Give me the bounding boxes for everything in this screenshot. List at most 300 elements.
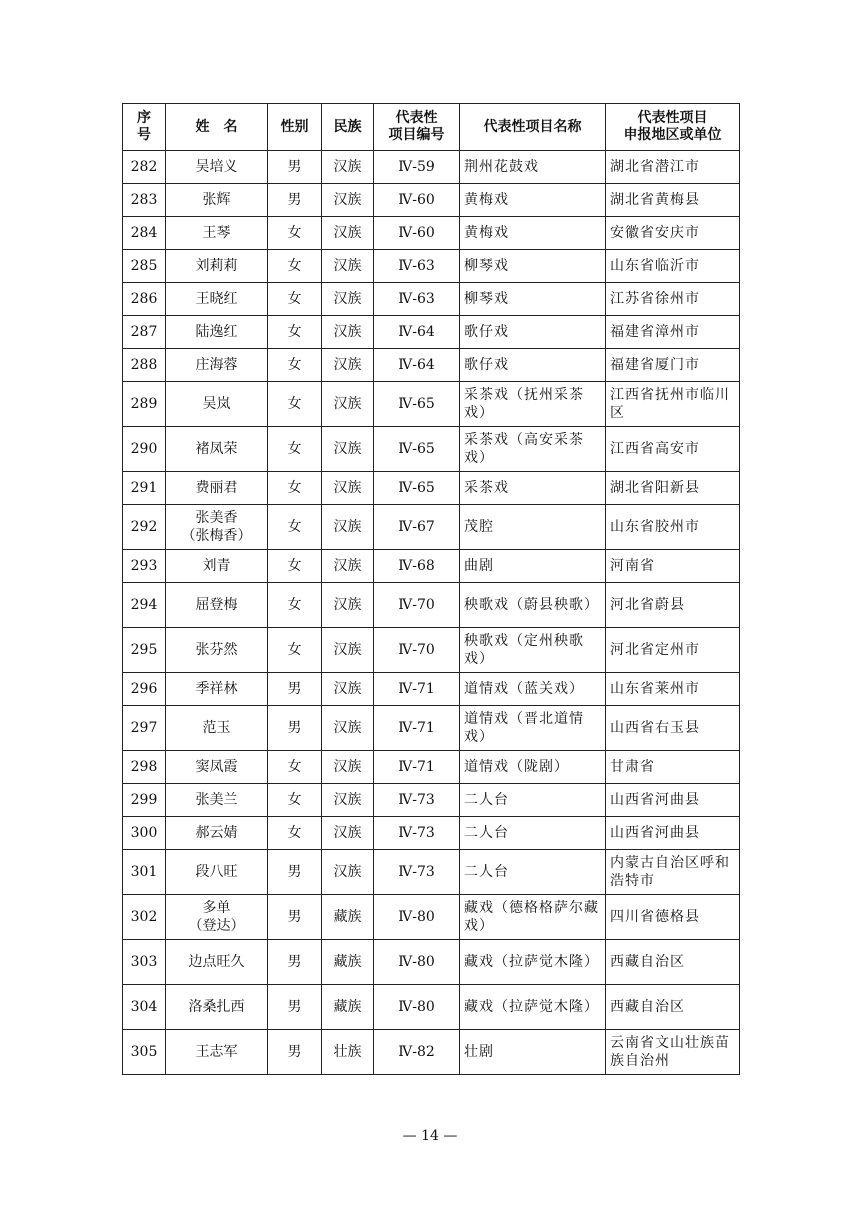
table-row <box>123 751 740 784</box>
cell-project-name-text: 采茶戏 <box>464 480 509 496</box>
cell-gender <box>268 217 322 250</box>
cell-ethnicity <box>322 817 374 850</box>
cell-index <box>123 706 166 751</box>
cell-gender-text: 男 <box>287 909 302 925</box>
cell-project-name <box>460 382 606 427</box>
cell-project-name <box>460 184 606 217</box>
header-project-code: 代表性 项目编号 <box>374 104 460 151</box>
cell-project-name-text: 二人台 <box>464 792 509 808</box>
cell-index-text: 305 <box>130 1044 158 1060</box>
cell-region-text: 湖北省阳新县 <box>610 480 700 496</box>
cell-name <box>166 349 268 382</box>
cell-project-code <box>374 349 460 382</box>
cell-project-code-text: Ⅳ-73 <box>398 792 435 808</box>
cell-project-code <box>374 472 460 505</box>
cell-gender <box>268 751 322 784</box>
cell-region <box>606 784 740 817</box>
table-row <box>123 217 740 250</box>
cell-ethnicity-text: 汉族 <box>333 792 362 808</box>
header-region: 代表性项目 申报地区或单位 <box>606 104 740 151</box>
cell-project-code <box>374 283 460 316</box>
cell-region <box>606 583 740 628</box>
cell-project-name-text: 道情戏（蓝关戏） <box>464 681 584 697</box>
cell-region-text: 河北省蔚县 <box>610 597 685 613</box>
cell-project-code-text: Ⅳ-67 <box>398 519 435 535</box>
cell-region-text: 山西省河曲县 <box>610 825 700 841</box>
cell-name-text: 郝云婧 <box>195 825 238 841</box>
table-row <box>123 472 740 505</box>
cell-region <box>606 472 740 505</box>
cell-ethnicity-text: 汉族 <box>333 558 362 574</box>
cell-project-code-text: Ⅳ-80 <box>398 999 435 1015</box>
cell-ethnicity <box>322 673 374 706</box>
cell-region <box>606 1030 740 1075</box>
cell-ethnicity-text: 藏族 <box>333 999 362 1015</box>
cell-project-code-text: Ⅳ-68 <box>398 558 435 574</box>
cell-name-text: 王晓红 <box>195 291 238 307</box>
cell-ethnicity <box>322 283 374 316</box>
cell-region <box>606 505 740 550</box>
cell-project-code <box>374 751 460 784</box>
cell-project-name <box>460 817 606 850</box>
cell-project-name-text: 柳琴戏 <box>464 258 509 274</box>
cell-gender-text: 男 <box>287 1044 302 1060</box>
table-row <box>123 184 740 217</box>
cell-region-text: 山东省胶州市 <box>610 519 700 535</box>
header-row <box>123 104 740 151</box>
cell-index <box>123 940 166 985</box>
cell-gender-text: 男 <box>287 192 302 208</box>
table-row <box>123 151 740 184</box>
table-row <box>123 985 740 1030</box>
cell-region <box>606 283 740 316</box>
cell-name <box>166 850 268 895</box>
cell-index-text: 299 <box>130 792 158 808</box>
cell-ethnicity-text: 汉族 <box>333 441 362 457</box>
table-row <box>123 250 740 283</box>
cell-ethnicity <box>322 550 374 583</box>
table-row <box>123 427 740 472</box>
cell-index <box>123 250 166 283</box>
cell-project-name-text: 壮剧 <box>464 1044 494 1060</box>
cell-ethnicity-text: 汉族 <box>333 291 362 307</box>
cell-name <box>166 1030 268 1075</box>
cell-project-name-text: 曲剧 <box>464 558 494 574</box>
cell-name-text: 洛桑扎西 <box>188 999 245 1015</box>
table-row <box>123 706 740 751</box>
cell-project-code <box>374 1030 460 1075</box>
heritage-inheritor-table <box>122 103 740 1075</box>
header-name: 姓 名 <box>166 104 268 151</box>
cell-region <box>606 628 740 673</box>
cell-region <box>606 427 740 472</box>
cell-gender-text: 女 <box>287 357 302 373</box>
cell-name <box>166 505 268 550</box>
cell-name <box>166 895 268 940</box>
cell-region-text: 福建省漳州市 <box>610 324 700 340</box>
cell-project-code <box>374 628 460 673</box>
cell-region-text: 山西省右玉县 <box>610 720 700 736</box>
cell-project-code <box>374 505 460 550</box>
cell-ethnicity <box>322 583 374 628</box>
table-row <box>123 316 740 349</box>
cell-gender <box>268 382 322 427</box>
cell-name-text: 陆逸红 <box>195 324 238 340</box>
cell-index <box>123 472 166 505</box>
cell-ethnicity-text: 汉族 <box>333 258 362 274</box>
table-row <box>123 850 740 895</box>
cell-region <box>606 250 740 283</box>
cell-gender <box>268 985 322 1030</box>
cell-project-code <box>374 895 460 940</box>
cell-name <box>166 628 268 673</box>
cell-ethnicity <box>322 940 374 985</box>
cell-project-code <box>374 583 460 628</box>
cell-index-text: 289 <box>130 396 158 412</box>
cell-ethnicity <box>322 850 374 895</box>
cell-project-code-text: Ⅳ-82 <box>398 1044 435 1060</box>
table-row <box>123 673 740 706</box>
cell-region-text: 江西省抚州市临川区 <box>610 387 730 421</box>
cell-name-text: 季祥林 <box>195 681 238 697</box>
cell-index <box>123 850 166 895</box>
cell-region <box>606 751 740 784</box>
cell-name <box>166 550 268 583</box>
cell-ethnicity <box>322 895 374 940</box>
cell-region <box>606 184 740 217</box>
cell-project-name-text: 道情戏（陇剧） <box>464 759 569 775</box>
cell-region <box>606 985 740 1030</box>
cell-ethnicity <box>322 628 374 673</box>
cell-name-text: 张辉 <box>202 192 231 208</box>
cell-gender <box>268 505 322 550</box>
cell-name <box>166 985 268 1030</box>
cell-project-name <box>460 349 606 382</box>
cell-index-text: 296 <box>130 681 158 697</box>
cell-region-text: 西藏自治区 <box>610 954 685 970</box>
cell-gender <box>268 184 322 217</box>
cell-name-text: 范玉 <box>202 720 231 736</box>
cell-name <box>166 250 268 283</box>
cell-index <box>123 184 166 217</box>
cell-gender-text: 女 <box>287 324 302 340</box>
cell-project-code-text: Ⅳ-71 <box>398 681 435 697</box>
cell-project-name-text: 道情戏（晋北道情戏） <box>464 711 584 745</box>
cell-project-code-text: Ⅳ-64 <box>398 357 435 373</box>
cell-project-name-text: 荆州花鼓戏 <box>464 159 539 175</box>
cell-ethnicity-text: 汉族 <box>333 720 362 736</box>
cell-gender <box>268 940 322 985</box>
header-ethnicity: 民族 <box>322 104 374 151</box>
cell-index-text: 288 <box>130 357 158 373</box>
cell-region-text: 河北省定州市 <box>610 642 700 658</box>
cell-name <box>166 217 268 250</box>
cell-name-text: 张美香 （张梅香） <box>181 510 252 544</box>
cell-index-text: 298 <box>130 759 158 775</box>
cell-name <box>166 151 268 184</box>
table-header <box>123 104 740 151</box>
cell-ethnicity <box>322 349 374 382</box>
cell-ethnicity <box>322 382 374 427</box>
cell-ethnicity <box>322 784 374 817</box>
cell-index-text: 293 <box>130 558 158 574</box>
cell-ethnicity-text: 汉族 <box>333 480 362 496</box>
cell-region-text: 湖北省黄梅县 <box>610 192 700 208</box>
cell-project-name-text: 采茶戏（高安采茶戏） <box>464 432 584 466</box>
cell-index <box>123 628 166 673</box>
cell-name <box>166 673 268 706</box>
cell-name-text: 王志军 <box>195 1044 238 1060</box>
cell-region-text: 内蒙古自治区呼和浩特市 <box>610 855 730 889</box>
cell-index-text: 302 <box>130 909 158 925</box>
cell-name-text: 张芬然 <box>195 642 238 658</box>
cell-region <box>606 316 740 349</box>
cell-index-text: 285 <box>130 258 158 274</box>
cell-gender <box>268 250 322 283</box>
cell-index <box>123 583 166 628</box>
cell-index <box>123 1030 166 1075</box>
cell-index <box>123 505 166 550</box>
cell-name <box>166 427 268 472</box>
cell-region-text: 四川省德格县 <box>610 909 700 925</box>
cell-gender <box>268 1030 322 1075</box>
cell-ethnicity-text: 汉族 <box>333 597 362 613</box>
cell-project-name <box>460 505 606 550</box>
cell-gender <box>268 628 322 673</box>
cell-region-text: 湖北省潜江市 <box>610 159 700 175</box>
cell-project-name <box>460 250 606 283</box>
cell-name-text: 张美兰 <box>195 792 238 808</box>
cell-index-text: 303 <box>130 954 158 970</box>
cell-index <box>123 349 166 382</box>
cell-ethnicity-text: 汉族 <box>333 225 362 241</box>
cell-project-code <box>374 673 460 706</box>
cell-region <box>606 706 740 751</box>
cell-gender <box>268 427 322 472</box>
cell-index <box>123 784 166 817</box>
cell-ethnicity <box>322 1030 374 1075</box>
table-row <box>123 895 740 940</box>
cell-project-code <box>374 316 460 349</box>
cell-project-code-text: Ⅳ-65 <box>398 396 435 412</box>
cell-project-name-text: 藏戏（德格格萨尔藏戏） <box>464 900 599 934</box>
cell-region <box>606 349 740 382</box>
cell-region <box>606 151 740 184</box>
cell-gender-text: 男 <box>287 954 302 970</box>
cell-index <box>123 382 166 427</box>
cell-gender-text: 女 <box>287 642 302 658</box>
cell-project-name <box>460 673 606 706</box>
cell-project-code <box>374 817 460 850</box>
cell-index-text: 304 <box>130 999 158 1015</box>
cell-project-name <box>460 316 606 349</box>
cell-gender-text: 女 <box>287 558 302 574</box>
cell-gender <box>268 151 322 184</box>
cell-gender-text: 女 <box>287 759 302 775</box>
cell-gender-text: 女 <box>287 258 302 274</box>
cell-project-code-text: Ⅳ-64 <box>398 324 435 340</box>
cell-index <box>123 427 166 472</box>
cell-region <box>606 550 740 583</box>
cell-gender <box>268 673 322 706</box>
cell-index-text: 283 <box>130 192 158 208</box>
cell-ethnicity <box>322 706 374 751</box>
cell-index <box>123 151 166 184</box>
cell-ethnicity <box>322 316 374 349</box>
cell-project-name-text: 二人台 <box>464 864 509 880</box>
cell-project-name-text: 二人台 <box>464 825 509 841</box>
cell-index <box>123 217 166 250</box>
cell-project-code-text: Ⅳ-60 <box>398 225 435 241</box>
cell-index-text: 291 <box>130 480 158 496</box>
cell-project-name-text: 歌仔戏 <box>464 324 509 340</box>
cell-region-text: 安徽省安庆市 <box>610 225 700 241</box>
cell-project-name-text: 藏戏（拉萨觉木隆） <box>464 999 599 1015</box>
cell-region <box>606 850 740 895</box>
cell-gender-text: 女 <box>287 480 302 496</box>
cell-project-code-text: Ⅳ-70 <box>398 642 435 658</box>
cell-index <box>123 283 166 316</box>
cell-gender-text: 女 <box>287 519 302 535</box>
cell-gender <box>268 349 322 382</box>
cell-project-name-text: 茂腔 <box>464 519 494 535</box>
cell-region <box>606 940 740 985</box>
cell-ethnicity <box>322 751 374 784</box>
cell-project-code <box>374 151 460 184</box>
cell-gender-text: 男 <box>287 864 302 880</box>
cell-index-text: 290 <box>130 441 158 457</box>
cell-ethnicity <box>322 217 374 250</box>
cell-gender-text: 女 <box>287 792 302 808</box>
cell-gender-text: 男 <box>287 720 302 736</box>
cell-project-code-text: Ⅳ-63 <box>398 258 435 274</box>
cell-ethnicity-text: 汉族 <box>333 864 362 880</box>
cell-ethnicity <box>322 985 374 1030</box>
cell-region <box>606 895 740 940</box>
cell-gender <box>268 895 322 940</box>
cell-project-code-text: Ⅳ-73 <box>398 864 435 880</box>
cell-gender-text: 女 <box>287 441 302 457</box>
cell-gender <box>268 316 322 349</box>
cell-ethnicity <box>322 184 374 217</box>
table-row <box>123 784 740 817</box>
cell-region-text: 甘肃省 <box>610 759 655 775</box>
cell-name <box>166 583 268 628</box>
cell-name <box>166 184 268 217</box>
cell-project-name-text: 秧歌戏（蔚县秧歌） <box>464 597 599 613</box>
cell-project-name-text: 采茶戏（抚州采茶戏） <box>464 387 584 421</box>
table-body <box>123 151 740 1075</box>
cell-project-name <box>460 427 606 472</box>
cell-project-name <box>460 628 606 673</box>
cell-index-text: 284 <box>130 225 158 241</box>
cell-ethnicity-text: 汉族 <box>333 159 362 175</box>
table-row <box>123 1030 740 1075</box>
cell-project-name <box>460 706 606 751</box>
table-row <box>123 382 740 427</box>
cell-name <box>166 316 268 349</box>
cell-region-text: 云南省文山壮族苗族自治州 <box>610 1035 730 1069</box>
cell-gender <box>268 706 322 751</box>
cell-gender <box>268 283 322 316</box>
cell-project-name <box>460 151 606 184</box>
table-row <box>123 283 740 316</box>
cell-name-text: 边点旺久 <box>188 954 245 970</box>
cell-project-code <box>374 850 460 895</box>
cell-index-text: 292 <box>130 519 158 535</box>
cell-gender-text: 女 <box>287 597 302 613</box>
cell-ethnicity-text: 汉族 <box>333 192 362 208</box>
cell-project-name <box>460 985 606 1030</box>
cell-gender-text: 男 <box>287 999 302 1015</box>
cell-project-name <box>460 472 606 505</box>
cell-index-text: 300 <box>130 825 158 841</box>
cell-project-name-text: 藏戏（拉萨觉木隆） <box>464 954 599 970</box>
table-row <box>123 583 740 628</box>
cell-name-text: 费丽君 <box>195 480 238 496</box>
table-row <box>123 505 740 550</box>
cell-index-text: 295 <box>130 642 158 658</box>
cell-project-code-text: Ⅳ-70 <box>398 597 435 613</box>
cell-ethnicity-text: 汉族 <box>333 681 362 697</box>
header-gender: 性别 <box>268 104 322 151</box>
cell-region <box>606 673 740 706</box>
cell-project-name <box>460 217 606 250</box>
cell-index <box>123 316 166 349</box>
cell-region-text: 江苏省徐州市 <box>610 291 700 307</box>
cell-project-name <box>460 895 606 940</box>
cell-project-code <box>374 940 460 985</box>
cell-ethnicity-text: 汉族 <box>333 642 362 658</box>
cell-project-name-text: 歌仔戏 <box>464 357 509 373</box>
cell-name-text: 庄海蓉 <box>195 357 238 373</box>
cell-project-name <box>460 550 606 583</box>
cell-ethnicity-text: 汉族 <box>333 759 362 775</box>
cell-name-text: 王琴 <box>202 225 231 241</box>
header-index: 序 号 <box>123 104 166 151</box>
cell-project-code-text: Ⅳ-71 <box>398 720 435 736</box>
cell-ethnicity <box>322 250 374 283</box>
cell-project-code <box>374 382 460 427</box>
cell-gender <box>268 784 322 817</box>
cell-project-name <box>460 1030 606 1075</box>
table-row <box>123 628 740 673</box>
cell-gender <box>268 817 322 850</box>
table-row <box>123 349 740 382</box>
table-row <box>123 817 740 850</box>
cell-gender <box>268 583 322 628</box>
cell-project-code <box>374 427 460 472</box>
cell-index <box>123 895 166 940</box>
cell-name-text: 窦凤霞 <box>195 759 238 775</box>
cell-project-name <box>460 784 606 817</box>
cell-project-code-text: Ⅳ-80 <box>398 954 435 970</box>
cell-name <box>166 283 268 316</box>
cell-project-code <box>374 706 460 751</box>
cell-region <box>606 217 740 250</box>
cell-name-text: 褚凤荣 <box>195 441 238 457</box>
cell-region <box>606 382 740 427</box>
cell-gender <box>268 850 322 895</box>
cell-gender-text: 女 <box>287 825 302 841</box>
cell-ethnicity-text: 藏族 <box>333 954 362 970</box>
cell-region-text: 西藏自治区 <box>610 999 685 1015</box>
cell-project-name-text: 黄梅戏 <box>464 192 509 208</box>
cell-region-text: 福建省厦门市 <box>610 357 700 373</box>
header-project-name: 代表性项目名称 <box>460 104 606 151</box>
cell-index-text: 297 <box>130 720 158 736</box>
cell-name-text: 屈登梅 <box>195 597 238 613</box>
